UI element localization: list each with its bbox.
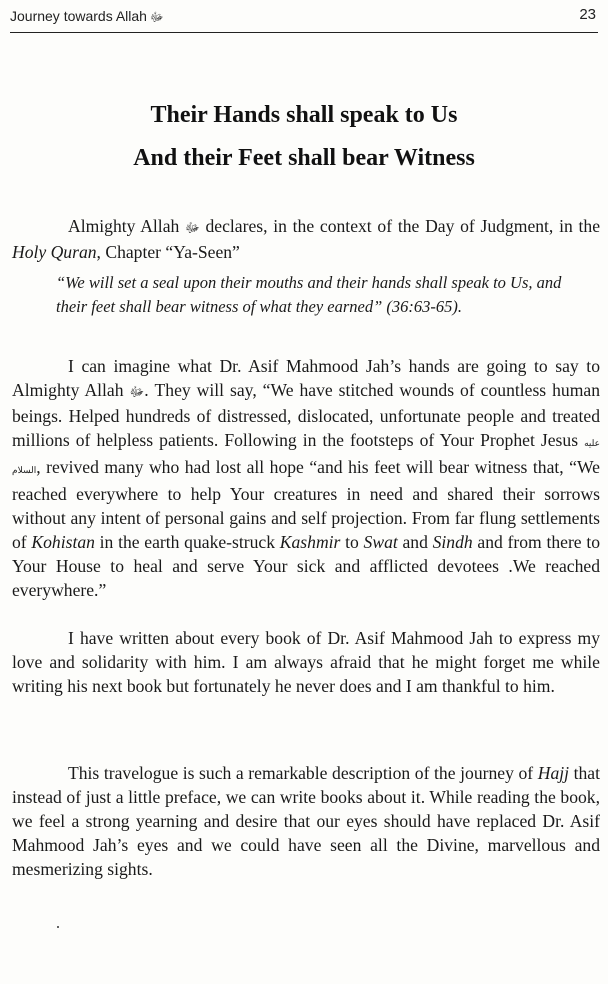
place-name: Swat (363, 532, 398, 552)
book-name: Holy Quran (12, 242, 97, 262)
page-number: 23 (579, 6, 596, 23)
place-name: Kashmir (279, 532, 341, 552)
text-run: to (340, 532, 364, 552)
text-run: , Chapter “Ya-Seen” (96, 242, 240, 262)
salutation-glyph: عليه السلام (12, 438, 600, 475)
running-header-title (10, 8, 164, 27)
text-run: and (397, 532, 433, 552)
salutation-glyph: ﷻ (149, 10, 164, 24)
text-run: . They will say, “We have stitched wounds of countless human beings. Helped hundreds of distressed, dislocated, unfortunate people and treated millions of helpless patients. Following in the footsteps of Your Prophet Jesus (12, 380, 600, 450)
scan-speck (57, 926, 59, 928)
salutation-glyph: ﷻ (185, 220, 200, 235)
chapter-title-line-2: And their Feet shall bear Witness (133, 145, 475, 171)
intro-paragraph (12, 214, 600, 264)
text-run: in the earth quake-struck (94, 532, 280, 552)
book-title: Journey towards Allah (10, 8, 147, 24)
text-run: that instead of just a little preface, we can write books about it. While reading the book, we feel a strong yearning and desire that our eyes should have replaced Dr. Asif Mahmood Jah’s eyes and we could have seen all the Divine, marvellous and mesmerizing sights. (12, 763, 600, 879)
body-paragraph-2 (12, 354, 600, 602)
text-run: declares, in the context of the Day of Judgment, in the (199, 216, 600, 236)
body-paragraph-3: I have written about every book of Dr. Asif Mahmood Jah to express my love and solidarity with him. I am always afraid that he might forget me while writing his next book but fortunately he never does and I am thankful to him. (12, 628, 600, 696)
text-run: , revived many who had lost all hope “and his feet will bear witness that, “We reached everywhere to help Your creatures in need and shared their sorrows without any intent of personal gains and self projection. From far flung settlements of (12, 457, 600, 552)
chapter-title-line-1: Their Hands shall speak to Us (150, 102, 458, 128)
text-run: Almighty Allah (68, 216, 186, 236)
text-run: and from there to Your House to heal and serve Your sick and afflicted devotees .We reached everywhere.” (12, 532, 601, 600)
hajj-term: Hajj (537, 763, 570, 783)
text-run: This travelogue is such a remarkable description of the journey of (68, 763, 538, 783)
place-name: Sindh (432, 532, 473, 552)
salutation-glyph: ﷻ (129, 384, 145, 399)
place-name: Kohistan (31, 532, 95, 552)
body-paragraph-4 (12, 761, 600, 881)
running-header (10, 6, 598, 33)
text-run: I can imagine what Dr. Asif Mahmood Jah’s hands are going to say to Almighty Allah (12, 356, 600, 400)
quran-quote: “We will set a seal upon their mouths and their hands shall speak to Us, and their feet shall bear witness of what they earned” (36:63-65). (56, 273, 562, 316)
